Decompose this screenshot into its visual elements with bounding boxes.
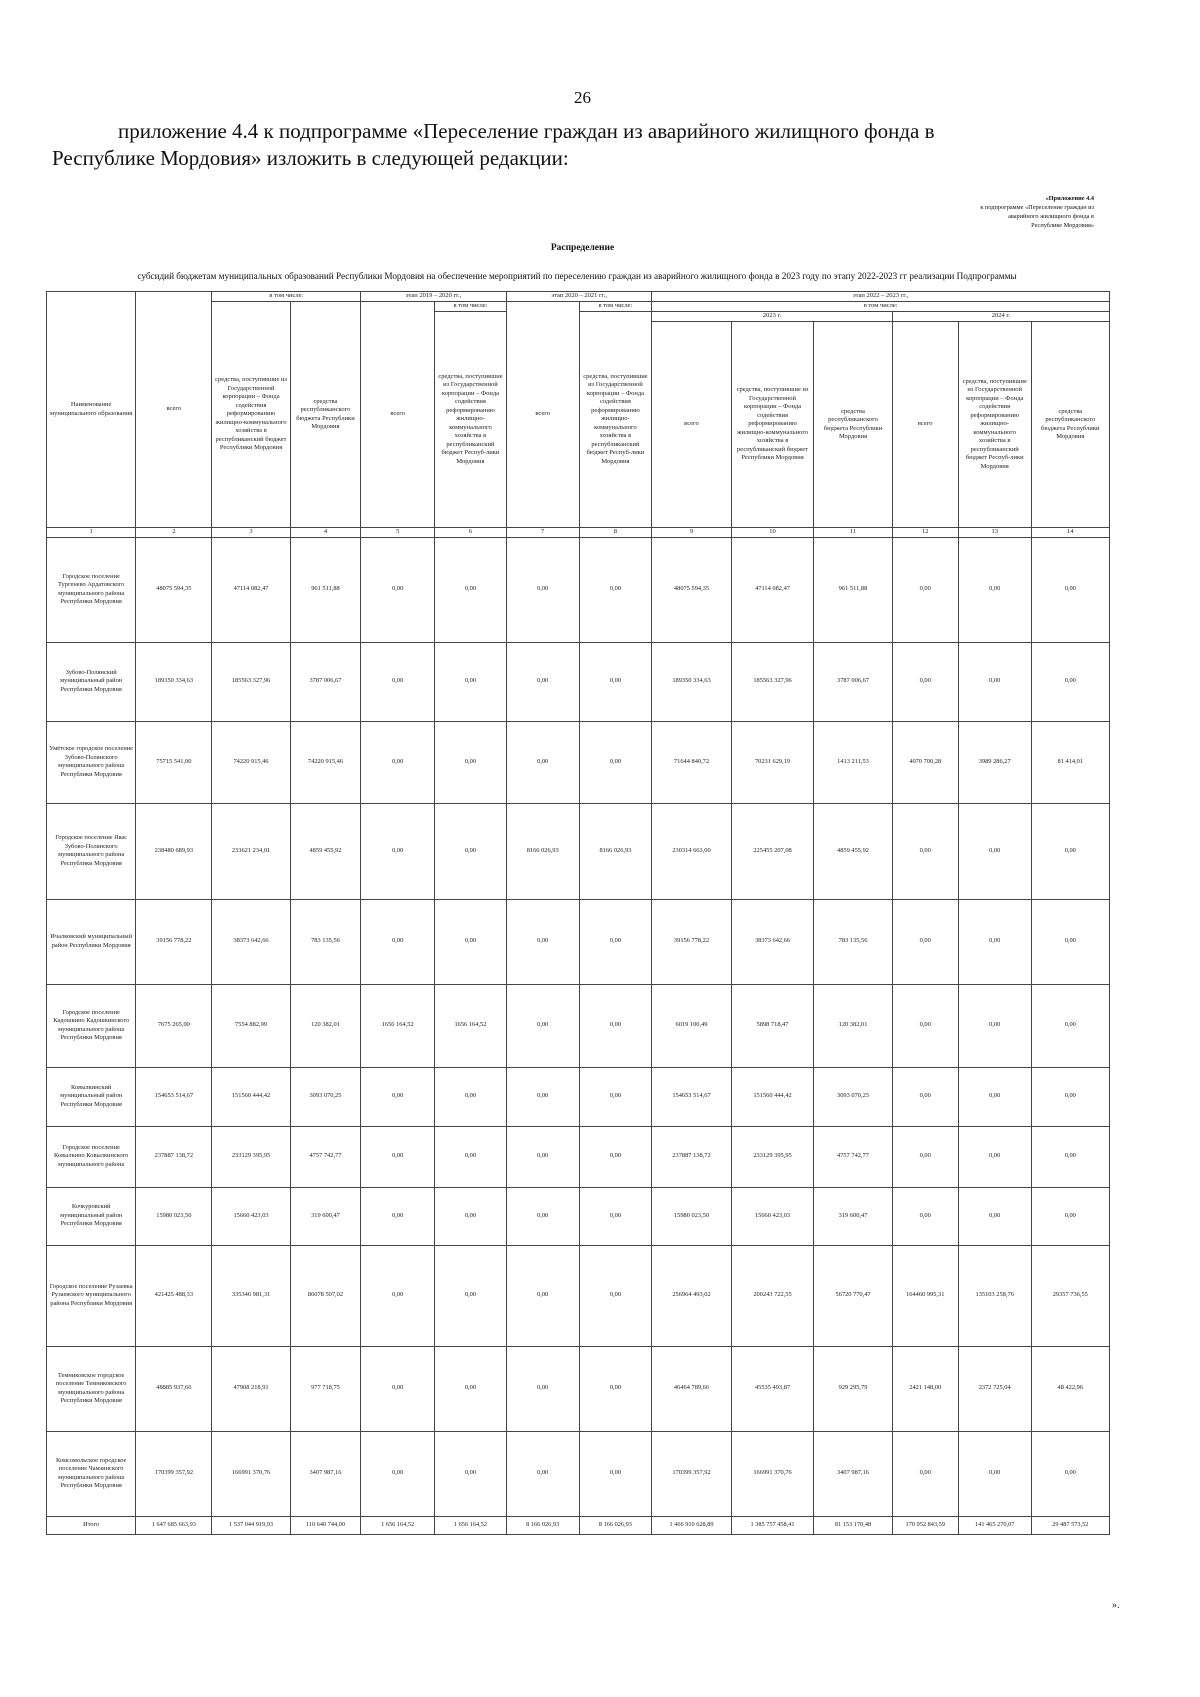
amount-cell: 0,00 <box>1031 1126 1109 1187</box>
amount-cell: 0,00 <box>506 1067 579 1126</box>
amount-cell: 0,00 <box>435 537 507 642</box>
amount-cell: 929 295,79 <box>814 1346 892 1431</box>
amount-cell: 4757 742,77 <box>290 1126 361 1187</box>
header-row <box>47 292 1110 302</box>
amount-cell: 8 166 026,93 <box>579 1516 652 1534</box>
amount-cell: 170399 357,92 <box>652 1431 731 1516</box>
header-fund-means: средства, поступившие из Государственной корпорации – Фонда содействия реформированию жилищно-коммунального хозяйства в республиканский бюджет Респуб-лики Мордовия <box>435 312 507 528</box>
amount-cell: 3989 286,27 <box>958 721 1031 803</box>
amount-cell: 1 466 910 628,89 <box>652 1516 731 1534</box>
amount-cell: 335346 981,31 <box>212 1245 290 1346</box>
municipality-name: Зубово-Полянский муниципальный район Республики Мордовия <box>47 642 136 721</box>
amount-cell: 0,00 <box>361 537 435 642</box>
amount-cell: 3093 070,25 <box>290 1067 361 1126</box>
header-stage-2020-2021: этап 2020 – 2021 гг., <box>506 292 652 302</box>
amount-cell: 200243 722,55 <box>731 1245 814 1346</box>
municipality-name: Ковылкинский муниципальный район Республики Мордовия <box>47 1067 136 1126</box>
table-row <box>47 899 1110 984</box>
municipality-name: Темниковское городское поселение Темниковского муниципального района Республики Мордовия <box>47 1346 136 1431</box>
amount-cell: 86078 507,02 <box>290 1245 361 1346</box>
amount-cell: 0,00 <box>579 1245 652 1346</box>
amount-cell: 8166 026,93 <box>506 803 579 899</box>
amount-cell: 1 385 757 458,41 <box>731 1516 814 1534</box>
amount-cell: 225455 207,08 <box>731 803 814 899</box>
column-number: 8 <box>579 528 652 538</box>
header-stage-2022-2023: этап 2022 – 2023 гг., <box>652 292 1110 302</box>
intro-paragraph: приложение 4.4 к подпрограмме «Переселение граждан из аварийного жилищного фонда в Республике Мордовия» изложить в следующей редакции: <box>52 119 935 170</box>
amount-cell: 0,00 <box>579 1067 652 1126</box>
amount-cell: 154653 514,67 <box>652 1067 731 1126</box>
amount-cell: 164460 995,31 <box>892 1245 958 1346</box>
municipality-name: Умётское городское поселение Зубово-Полянского муниципального района Республики Мордовия <box>47 721 136 803</box>
amount-cell: 0,00 <box>1031 642 1109 721</box>
amount-cell: 238480 689,93 <box>136 803 212 899</box>
header-including: в том числе: <box>212 292 361 302</box>
table-row <box>47 1187 1110 1245</box>
amount-cell: 0,00 <box>435 1245 507 1346</box>
appendix-note <box>834 194 1094 230</box>
header-fund-means: средства, поступившие из Государственной корпорации – Фонда содействия реформированию жилищно-коммунального хозяйства в республиканский бюджет Респуб-лики Мордовия <box>579 312 652 528</box>
amount-cell: 0,00 <box>958 537 1031 642</box>
amount-cell: 8 166 026,93 <box>506 1516 579 1534</box>
amount-cell: 47908 218,91 <box>212 1346 290 1431</box>
amount-cell: 29357 736,55 <box>1031 1245 1109 1346</box>
amount-cell: 421425 488,33 <box>136 1245 212 1346</box>
closing-quote: ». <box>1112 1600 1120 1611</box>
amount-cell: 46464 789,66 <box>652 1346 731 1431</box>
amount-cell: 81 153 170,48 <box>814 1516 892 1534</box>
amount-cell: 0,00 <box>892 1067 958 1126</box>
column-number: 10 <box>731 528 814 538</box>
amount-cell: 233621 234,01 <box>212 803 290 899</box>
amount-cell: 0,00 <box>1031 899 1109 984</box>
amount-cell: 230314 663,00 <box>652 803 731 899</box>
header-republic-means: средства республиканского бюджета Республики Мордовия <box>1031 322 1109 528</box>
amount-cell: 0,00 <box>958 1431 1031 1516</box>
amount-cell: 0,00 <box>435 899 507 984</box>
amount-cell: 45535 493,87 <box>731 1346 814 1431</box>
amount-cell: 29 487 573,52 <box>1031 1516 1109 1534</box>
header-fund-means: средства, поступившие из Государственной корпорации – Фонда содействия реформированию жилищно-коммунального хозяйства в республиканский бюджет Респуб-лики Мордовия <box>958 322 1031 528</box>
amount-cell: 0,00 <box>506 1431 579 1516</box>
amount-cell: 75715 541,00 <box>136 721 212 803</box>
amount-cell: 783 135,56 <box>814 899 892 984</box>
amount-cell: 233129 395,95 <box>731 1126 814 1187</box>
amount-cell: 48075 594,35 <box>136 537 212 642</box>
amount-cell: 3787 006,67 <box>814 642 892 721</box>
amount-cell: 4757 742,77 <box>814 1126 892 1187</box>
appendix-line: Республике Мордовия» <box>1031 222 1094 229</box>
column-number: 3 <box>212 528 290 538</box>
table-row <box>47 1126 1110 1187</box>
amount-cell: 120 382,01 <box>814 984 892 1067</box>
amount-cell: 0,00 <box>579 1187 652 1245</box>
column-number: 13 <box>958 528 1031 538</box>
header-republic-means: средства республиканского бюджета Республики Мордовия <box>290 302 361 528</box>
amount-cell: 0,00 <box>958 984 1031 1067</box>
amount-cell: 0,00 <box>435 721 507 803</box>
table-row <box>47 1245 1110 1346</box>
amount-cell: 39156 778,22 <box>652 899 731 984</box>
table-row <box>47 1067 1110 1126</box>
column-number: 1 <box>47 528 136 538</box>
header-name-column: Наименование муниципального образования <box>47 292 136 528</box>
amount-cell: 0,00 <box>579 1346 652 1431</box>
amount-cell: 319 600,47 <box>290 1187 361 1245</box>
amount-cell: 0,00 <box>892 537 958 642</box>
header-including: в том числе: <box>652 302 1110 312</box>
amount-cell: 0,00 <box>1031 1187 1109 1245</box>
amount-cell: 0,00 <box>1031 1067 1109 1126</box>
amount-cell: 6019 100,49 <box>652 984 731 1067</box>
table-row <box>47 1431 1110 1516</box>
header-year-2024: 2024 г. <box>892 312 1109 322</box>
table-row <box>47 984 1110 1067</box>
amount-cell: 0,00 <box>958 899 1031 984</box>
amount-cell: 0,00 <box>435 1126 507 1187</box>
amount-cell: 961 511,88 <box>814 537 892 642</box>
amount-cell: 0,00 <box>435 1187 507 1245</box>
amount-cell: 5898 718,47 <box>731 984 814 1067</box>
amount-cell: 7554 882,99 <box>212 984 290 1067</box>
amount-cell: 166991 370,76 <box>212 1431 290 1516</box>
amount-cell: 0,00 <box>892 1187 958 1245</box>
amount-cell: 154653 514,67 <box>136 1067 212 1126</box>
amount-cell: 0,00 <box>435 803 507 899</box>
amount-cell: 0,00 <box>579 642 652 721</box>
municipality-name: Городское поселение Тургенево Ардатовского муниципального района Республики Мордовия <box>47 537 136 642</box>
table-row <box>47 642 1110 721</box>
amount-cell: 56720 770,47 <box>814 1245 892 1346</box>
amount-cell: 0,00 <box>892 642 958 721</box>
header-total: всего <box>892 322 958 528</box>
amount-cell: 0,00 <box>1031 537 1109 642</box>
municipality-name: Комсомольское городское поселение Чамзинского муниципального района Республики Мордовия <box>47 1431 136 1516</box>
amount-cell: 15660 423,03 <box>212 1187 290 1245</box>
amount-cell: 185563 327,96 <box>212 642 290 721</box>
amount-cell: 4859 455,92 <box>814 803 892 899</box>
amount-cell: 1656 164,52 <box>435 984 507 1067</box>
appendix-line: аварийного жилищного фонда в <box>1008 213 1094 220</box>
amount-cell: 1413 211,53 <box>814 721 892 803</box>
amount-cell: 3093 070,25 <box>814 1067 892 1126</box>
total-label: Итого <box>47 1516 136 1534</box>
amount-cell: 0,00 <box>435 642 507 721</box>
table-row <box>47 537 1110 642</box>
amount-cell: 8166 026,93 <box>579 803 652 899</box>
amount-cell: 135103 258,76 <box>958 1245 1031 1346</box>
amount-cell: 0,00 <box>892 1431 958 1516</box>
amount-cell: 47114 082,47 <box>731 537 814 642</box>
amount-cell: 961 511,88 <box>290 537 361 642</box>
page-number: 26 <box>574 88 591 107</box>
amount-cell: 783 135,56 <box>290 899 361 984</box>
amount-cell: 166991 370,76 <box>731 1431 814 1516</box>
amount-cell: 977 718,75 <box>290 1346 361 1431</box>
amount-cell: 0,00 <box>579 1126 652 1187</box>
amount-cell: 170399 357,92 <box>136 1431 212 1516</box>
amount-cell: 256964 493,02 <box>652 1245 731 1346</box>
amount-cell: 0,00 <box>958 803 1031 899</box>
amount-cell: 120 382,01 <box>290 984 361 1067</box>
table-row <box>47 721 1110 803</box>
amount-cell: 47114 082,47 <box>212 537 290 642</box>
column-number: 14 <box>1031 528 1109 538</box>
amount-cell: 1656 164,52 <box>361 984 435 1067</box>
amount-cell: 0,00 <box>435 1431 507 1516</box>
municipality-name: Городское поселение Явас Зубово-Полянского муниципального района Республики Мордовия <box>47 803 136 899</box>
amount-cell: 70231 629,19 <box>731 721 814 803</box>
amount-cell: 0,00 <box>506 1187 579 1245</box>
municipality-name: Кочкуровский муниципальный район Республики Мордовия <box>47 1187 136 1245</box>
header-including: в том числе: <box>579 302 652 312</box>
amount-cell: 15980 023,50 <box>136 1187 212 1245</box>
amount-cell: 39156 778,22 <box>136 899 212 984</box>
amount-cell: 0,00 <box>361 803 435 899</box>
amount-cell: 1 656 164,52 <box>361 1516 435 1534</box>
amount-cell: 2372 725,04 <box>958 1346 1031 1431</box>
amount-cell: 0,00 <box>892 1126 958 1187</box>
amount-cell: 0,00 <box>361 1126 435 1187</box>
municipality-name: Ичалковский муниципальный район Республики Мордовия <box>47 899 136 984</box>
amount-cell: 237887 138,72 <box>136 1126 212 1187</box>
amount-cell: 2421 148,00 <box>892 1346 958 1431</box>
column-number: 11 <box>814 528 892 538</box>
amount-cell: 3787 006,67 <box>290 642 361 721</box>
amount-cell: 38373 642,66 <box>731 899 814 984</box>
amount-cell: 0,00 <box>361 642 435 721</box>
header-year-2023: 2023 г. <box>652 312 892 322</box>
amount-cell: 319 600,47 <box>814 1187 892 1245</box>
amount-cell: 233129 395,95 <box>212 1126 290 1187</box>
amount-cell: 0,00 <box>361 1431 435 1516</box>
amount-cell: 0,00 <box>361 899 435 984</box>
header-fund-means: средства, поступившие из Государственной корпорации – Фонда содействия реформированию жилищно-коммунального хозяйства в республиканский бюджет Республики Мордовия <box>212 302 290 528</box>
amount-cell: 71644 840,72 <box>652 721 731 803</box>
column-number: 5 <box>361 528 435 538</box>
amount-cell: 0,00 <box>506 1346 579 1431</box>
amount-cell: 38373 642,66 <box>212 899 290 984</box>
amount-cell: 0,00 <box>361 1067 435 1126</box>
amount-cell: 110 640 744,00 <box>290 1516 361 1534</box>
amount-cell: 151560 444,42 <box>731 1067 814 1126</box>
amount-cell: 170 952 843,59 <box>892 1516 958 1534</box>
amount-cell: 15660 423,03 <box>731 1187 814 1245</box>
municipality-name: Городское поселение Ковылкино Ковылкинского муниципального района <box>47 1126 136 1187</box>
amount-cell: 0,00 <box>506 899 579 984</box>
appendix-label: «Приложение 4.4 <box>1045 195 1094 202</box>
amount-cell: 0,00 <box>435 1067 507 1126</box>
amount-cell: 151560 444,42 <box>212 1067 290 1126</box>
amount-cell: 81 414,01 <box>1031 721 1109 803</box>
amount-cell: 0,00 <box>506 1126 579 1187</box>
total-row <box>47 1516 1110 1534</box>
amount-cell: 0,00 <box>892 984 958 1067</box>
column-number: 9 <box>652 528 731 538</box>
table-row <box>47 803 1110 899</box>
amount-cell: 3407 987,16 <box>814 1431 892 1516</box>
amount-cell: 4070 700,28 <box>892 721 958 803</box>
amount-cell: 0,00 <box>506 537 579 642</box>
amount-cell: 0,00 <box>892 803 958 899</box>
amount-cell: 7675 265,00 <box>136 984 212 1067</box>
amount-cell: 0,00 <box>579 984 652 1067</box>
amount-cell: 1 647 685 663,93 <box>136 1516 212 1534</box>
header-stage-2019-2020: этап 2019 – 2020 гг., <box>361 292 507 302</box>
amount-cell: 0,00 <box>958 642 1031 721</box>
municipality-name: Городское поселение Кадошкино Кадошкинского муниципального района Республики Мордовия <box>47 984 136 1067</box>
amount-cell: 0,00 <box>1031 984 1109 1067</box>
amount-cell: 48075 594,35 <box>652 537 731 642</box>
header-including: в том числе: <box>435 302 507 312</box>
column-number: 12 <box>892 528 958 538</box>
amount-cell: 0,00 <box>361 1245 435 1346</box>
amount-cell: 185563 327,96 <box>731 642 814 721</box>
amount-cell: 0,00 <box>506 984 579 1067</box>
amount-cell: 74220 915,46 <box>290 721 361 803</box>
amount-cell: 0,00 <box>579 1431 652 1516</box>
header-republic-means: средства республиканского бюджета Республики Мордовия <box>814 322 892 528</box>
amount-cell: 0,00 <box>506 1245 579 1346</box>
amount-cell: 0,00 <box>579 721 652 803</box>
amount-cell: 0,00 <box>361 721 435 803</box>
distribution-table <box>46 291 1110 1535</box>
header-total: всего <box>506 302 579 528</box>
municipality-name: Городское поселение Рузаевка Рузаевского муниципального района Республики Мордовия <box>47 1245 136 1346</box>
amount-cell: 0,00 <box>958 1067 1031 1126</box>
amount-cell: 1 537 044 919,93 <box>212 1516 290 1534</box>
amount-cell: 0,00 <box>1031 803 1109 899</box>
amount-cell: 0,00 <box>361 1187 435 1245</box>
amount-cell: 0,00 <box>958 1187 1031 1245</box>
amount-cell: 141 465 270,07 <box>958 1516 1031 1534</box>
amount-cell: 48885 937,66 <box>136 1346 212 1431</box>
column-number: 7 <box>506 528 579 538</box>
header-fund-means: средства, поступившие из Государственной корпорации – Фонда содействия реформированию жилищно-коммунального хозяйства в республиканский бюджет Республики Мордовия <box>731 322 814 528</box>
column-number-row <box>47 528 1110 538</box>
amount-cell: 0,00 <box>1031 1431 1109 1516</box>
amount-cell: 0,00 <box>435 1346 507 1431</box>
amount-cell: 0,00 <box>579 899 652 984</box>
amount-cell: 0,00 <box>506 642 579 721</box>
amount-cell: 4859 455,92 <box>290 803 361 899</box>
column-number: 6 <box>435 528 507 538</box>
amount-cell: 48 422,96 <box>1031 1346 1109 1431</box>
amount-cell: 237887 138,72 <box>652 1126 731 1187</box>
appendix-line: к подпрограмме «Переселение граждан из <box>980 204 1094 211</box>
amount-cell: 1 656 164,52 <box>435 1516 507 1534</box>
amount-cell: 74220 915,46 <box>212 721 290 803</box>
amount-cell: 0,00 <box>506 721 579 803</box>
amount-cell: 0,00 <box>892 899 958 984</box>
amount-cell: 3407 987,16 <box>290 1431 361 1516</box>
amount-cell: 0,00 <box>958 1126 1031 1187</box>
header-total: всего <box>136 292 212 528</box>
column-number: 4 <box>290 528 361 538</box>
document-heading: Распределение <box>550 243 615 253</box>
header-total: всего <box>652 322 731 528</box>
amount-cell: 189350 334,63 <box>652 642 731 721</box>
header-total: всего <box>361 302 435 528</box>
column-number: 2 <box>136 528 212 538</box>
table-row <box>47 1346 1110 1431</box>
amount-cell: 0,00 <box>361 1346 435 1431</box>
amount-cell: 189350 334,63 <box>136 642 212 721</box>
amount-cell: 15980 023,50 <box>652 1187 731 1245</box>
amount-cell: 0,00 <box>579 537 652 642</box>
document-subtitle: субсидий бюджетам муниципальных образований Республики Мордовия на обеспечение мероприятий по переселению граждан из аварийного жилищного фонда в 2023 году по этапу 2022-2023 гг реализации Подпрограммы <box>137 271 1017 281</box>
